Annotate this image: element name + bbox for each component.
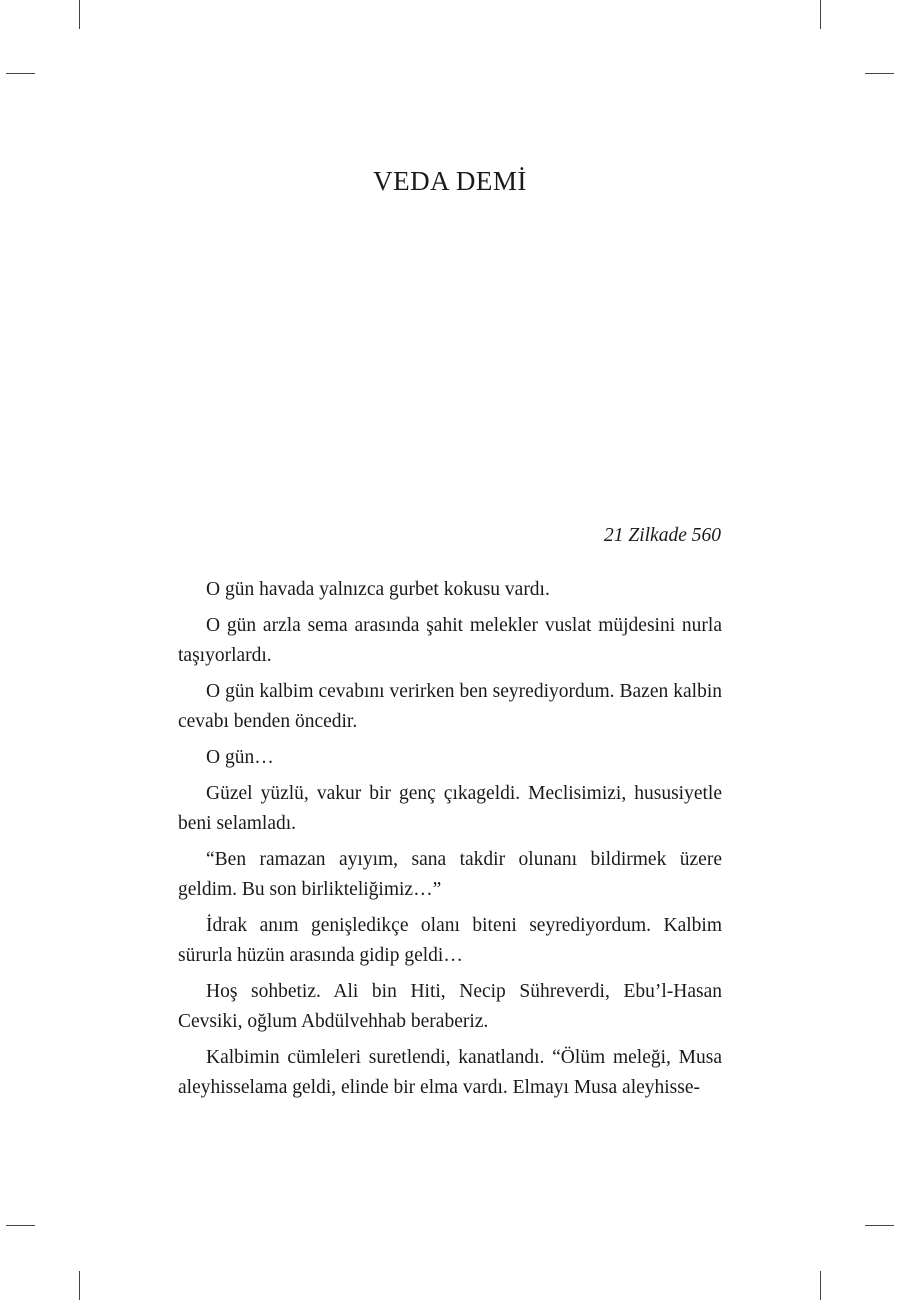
crop-mark-top-left xyxy=(79,0,80,29)
paragraph: O gün kalbim cevabını verirken ben seyrediyordum. Bazen kalbin cevabı benden öncedir. xyxy=(178,681,722,732)
chapter-body xyxy=(178,575,722,1109)
paragraph: “Ben ramazan ayıyım, sana takdir olunanı bildirmek üzere geldim. Bu son birlikteliğimiz…” xyxy=(178,849,722,900)
paragraph: Hoş sohbetiz. Ali bin Hiti, Necip Sühreverdi, Ebu’l-Hasan Cevsiki, oğlum Abdülvehhab beraberiz. xyxy=(178,981,722,1032)
paragraph: O gün arzla sema arasında şahit melekler vuslat müjdesini nurla taşıyorlardı. xyxy=(178,615,722,666)
paragraph: İdrak anım genişledikçe olanı biteni seyrediyordum. Kalbim sürurla hüzün arasında gidip geldi… xyxy=(178,915,722,966)
chapter-date: 21 Zilkade 560 xyxy=(604,525,721,546)
crop-mark-top-right xyxy=(820,0,821,29)
crop-mark-right-bottom xyxy=(865,1225,894,1226)
paragraph: O gün havada yalnızca gurbet kokusu vardı. xyxy=(206,579,550,600)
paragraph: O gün… xyxy=(206,747,274,768)
crop-mark-bottom-left xyxy=(79,1271,80,1300)
paragraph: Güzel yüzlü, vakur bir genç çıkageldi. Meclisimizi, hususiyetle beni selamladı. xyxy=(178,783,722,834)
chapter-title: VEDA DEMİ xyxy=(373,166,527,196)
crop-mark-right-top xyxy=(865,73,894,74)
crop-mark-bottom-right xyxy=(820,1271,821,1300)
crop-mark-left-bottom xyxy=(6,1225,35,1226)
crop-mark-left-top xyxy=(6,73,35,74)
paragraph: Kalbimin cümleleri suretlendi, kanatlandı. “Ölüm meleği, Musa aleyhisselama geldi, elinde bir elma vardı. Elmayı Musa aleyhisse- xyxy=(178,1047,722,1098)
